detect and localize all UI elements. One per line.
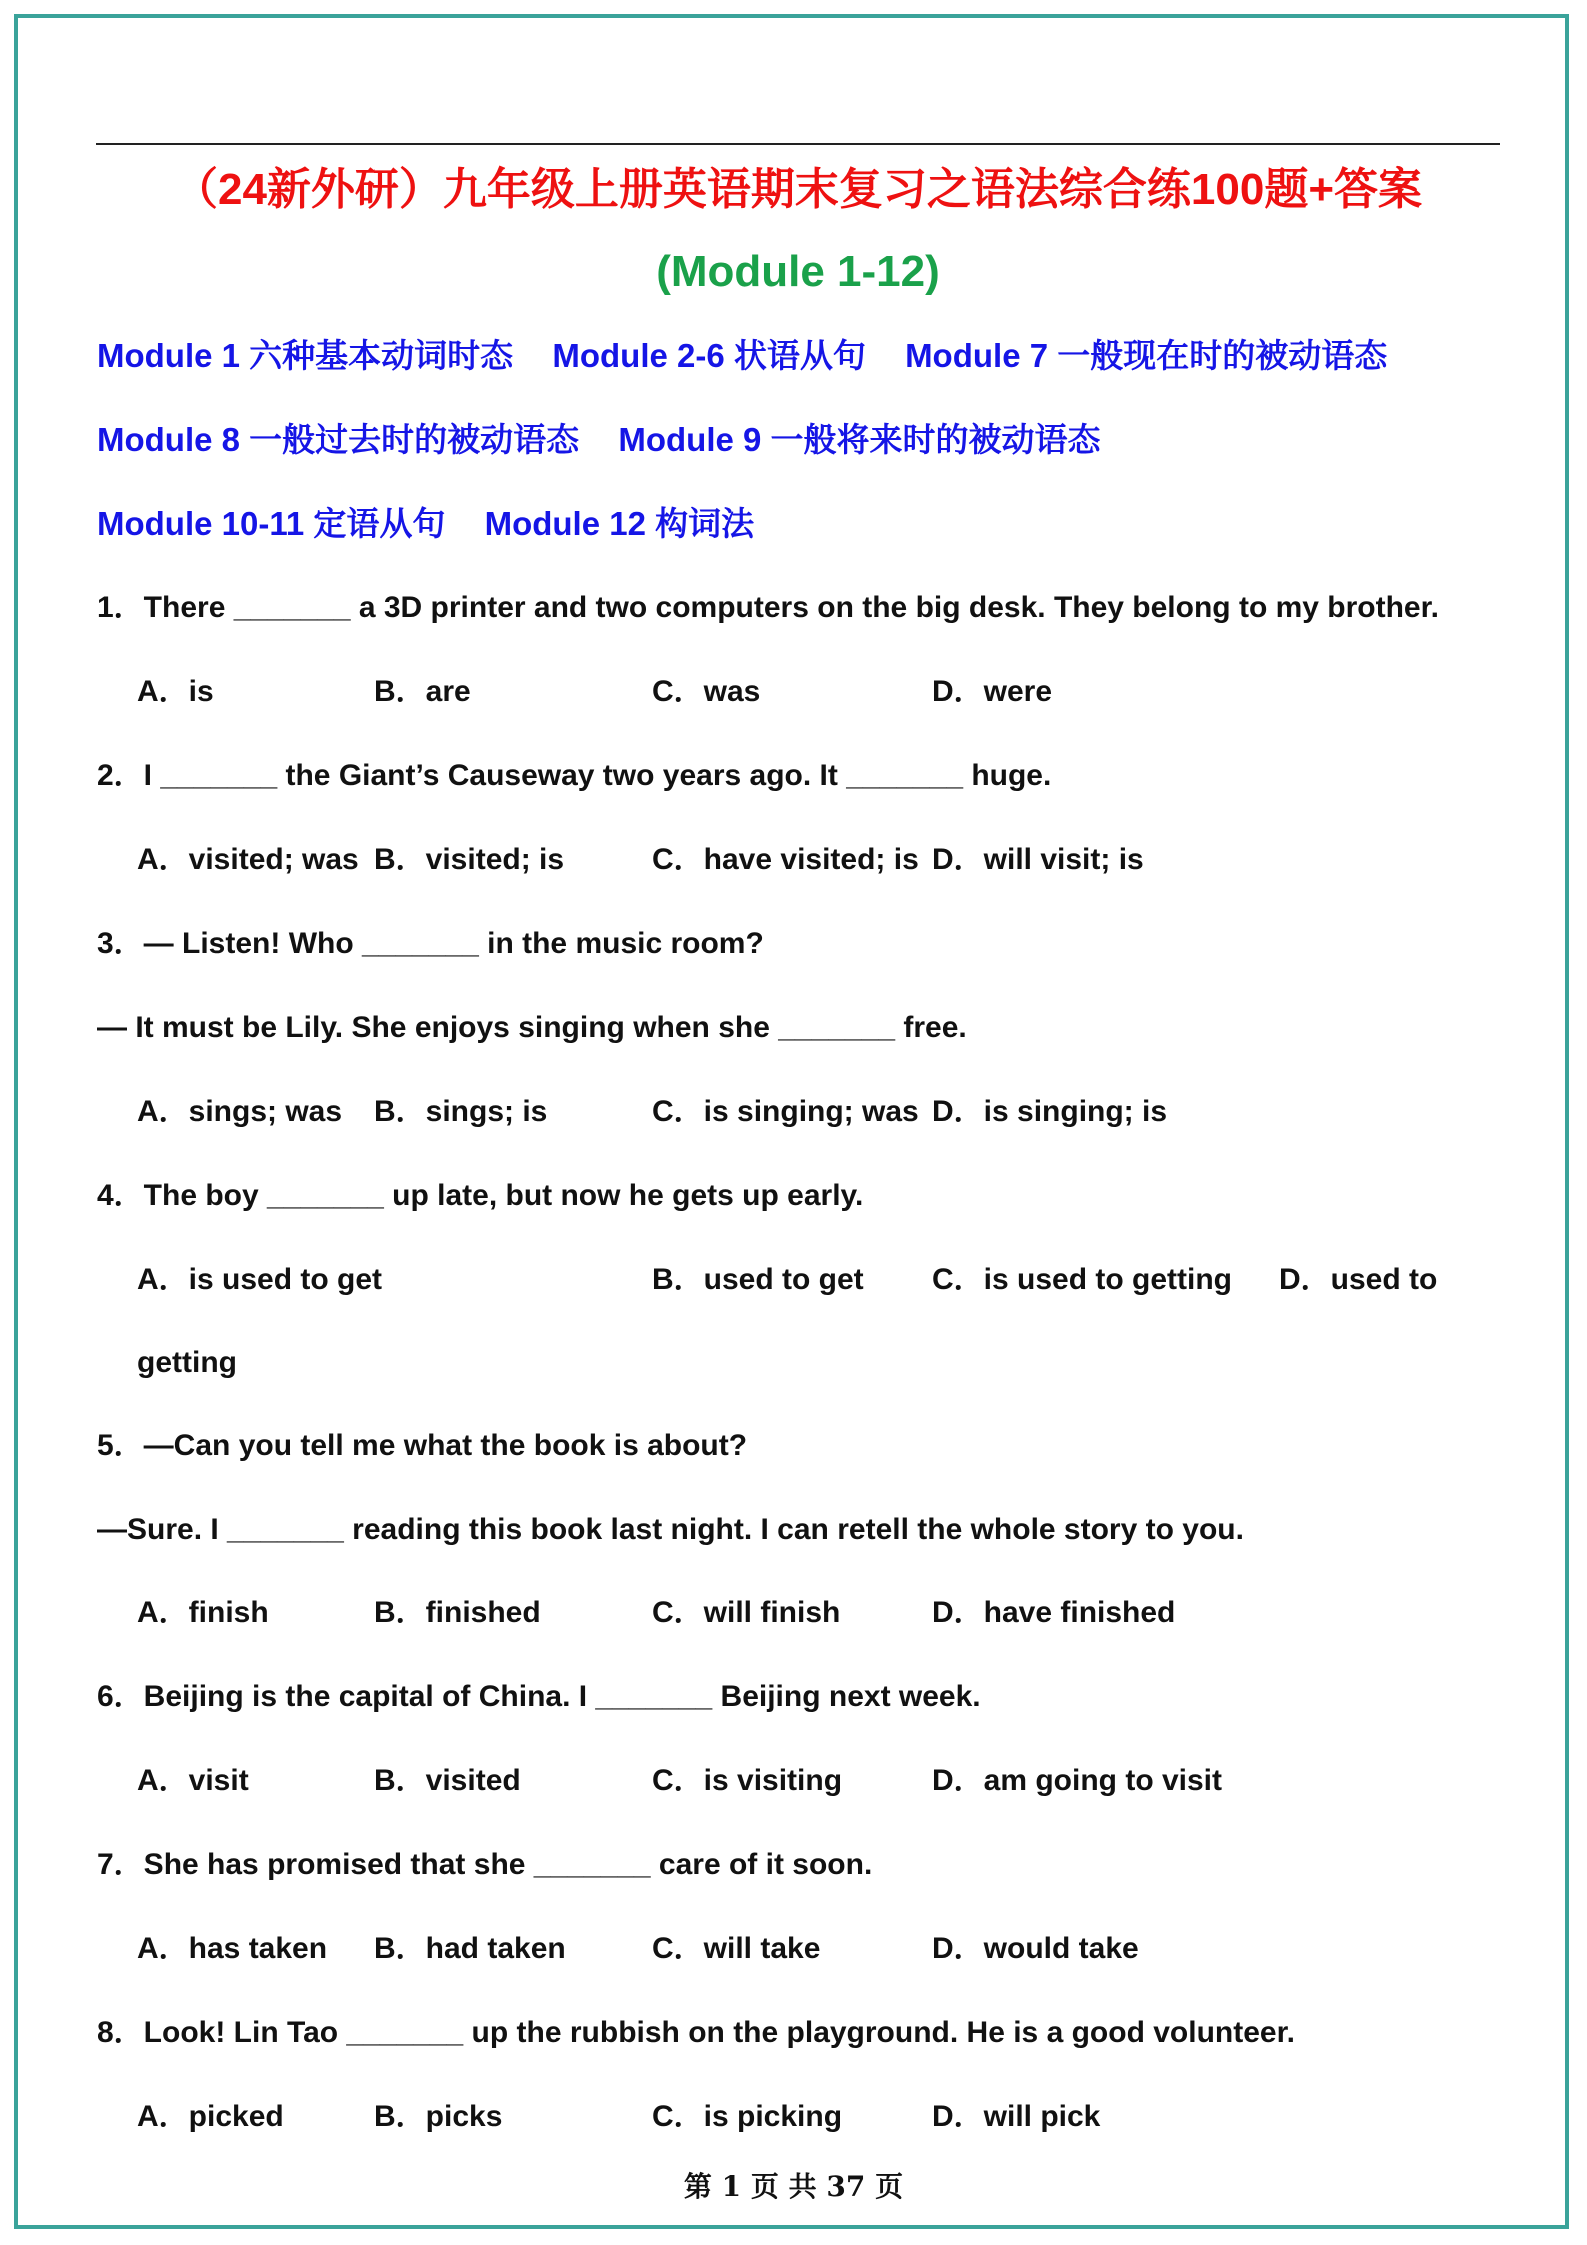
question-1-option-a: A．is — [137, 675, 214, 708]
question-3-option-b: B．sings; is — [374, 1095, 548, 1128]
question-5-option-d: D．have finished — [932, 1596, 1176, 1629]
module-7-label: Module 7 一般现在时的被动语态 — [905, 337, 1388, 374]
question-1-stem: 1．There _______ a 3D printer and two computers on the big desk. They belong to my brother. — [97, 591, 1439, 624]
question-7-option-c: C．will take — [652, 1932, 821, 1965]
question-5-option-b: B．finished — [374, 1596, 541, 1629]
question-4-option-d: D．used to — [1279, 1263, 1438, 1296]
header-rule — [96, 143, 1500, 145]
question-6-option-a: A．visit — [137, 1764, 249, 1797]
question-1-option-c: C．was — [652, 675, 761, 708]
question-7-option-a: A．has taken — [137, 1932, 328, 1965]
question-3-option-c: C．is singing; was — [652, 1095, 919, 1128]
question-2-option-c: C．have visited; is — [652, 843, 919, 876]
document-subtitle: (Module 1-12) — [656, 247, 940, 296]
question-2-option-d: D．will visit; is — [932, 843, 1144, 876]
question-2-option-a: A．visited; was — [137, 843, 359, 876]
module-list-line-1 — [97, 334, 1417, 378]
question-8-option-b: B．picks — [374, 2100, 503, 2133]
question-3-option-d: D．is singing; is — [932, 1095, 1168, 1128]
module-12-label: Module 12 构词法 — [484, 505, 755, 542]
module-2-6-label: Module 2-6 状语从句 — [552, 337, 866, 374]
question-2-stem: 2．I _______ the Giant’s Causeway two years ago. It _______ huge. — [97, 759, 1052, 792]
question-6-option-b: B．visited — [374, 1764, 521, 1797]
module-8-label: Module 8 一般过去时的被动语态 — [97, 421, 580, 458]
question-5-option-c: C．will finish — [652, 1596, 841, 1629]
question-3-stem: 3．— Listen! Who _______ in the music room? — [97, 927, 764, 960]
question-3-option-a: A．sings; was — [137, 1095, 343, 1128]
question-1-option-b: B．are — [374, 675, 471, 708]
module-1-label: Module 1 六种基本动词时态 — [97, 337, 514, 374]
question-7-option-b: B．had taken — [374, 1932, 566, 1965]
question-4-option-a: A．is used to get — [137, 1263, 383, 1296]
question-8-option-d: D．will pick — [932, 2100, 1101, 2133]
question-7-stem: 7．She has promised that she _______ care of it soon. — [97, 1848, 873, 1881]
module-list-line-3 — [97, 502, 784, 546]
question-7-option-d: D．would take — [932, 1932, 1139, 1965]
question-4-option-c: C．is used to getting — [932, 1263, 1232, 1296]
question-5-stem: 5．—Can you tell me what the book is about? — [97, 1429, 748, 1462]
question-8-option-a: A．picked — [137, 2100, 284, 2133]
question-2-option-b: B．visited; is — [374, 843, 565, 876]
question-4-option-b: B．used to get — [652, 1263, 864, 1296]
question-8-option-c: C．is picking — [652, 2100, 843, 2133]
question-5-stem-reply: —Sure. I _______ reading this book last night. I can retell the whole story to you. — [97, 1513, 1244, 1546]
question-8-stem: 8．Look! Lin Tao _______ up the rubbish on the playground. He is a good volunteer. — [97, 2016, 1295, 2049]
page-number-footer: 第 1 页 共 37 页 — [683, 2170, 904, 2203]
module-list-line-2 — [97, 418, 1131, 462]
module-10-11-label: Module 10-11 定语从句 — [97, 505, 446, 542]
question-3-stem-reply: — It must be Lily. She enjoys singing when she _______ free. — [97, 1011, 967, 1044]
question-6-option-c: C．is visiting — [652, 1764, 843, 1797]
question-6-stem: 6．Beijing is the capital of China. I _______ Beijing next week. — [97, 1680, 981, 1713]
question-5-option-a: A．finish — [137, 1596, 269, 1629]
document-title: （24新外研）九年级上册英语期末复习之语法综合练100题+答案 — [173, 165, 1423, 214]
module-9-label: Module 9 一般将来时的被动语态 — [618, 421, 1101, 458]
question-4-stem: 4．The boy _______ up late, but now he gets up early. — [97, 1179, 864, 1212]
question-4-option-d-continued: getting — [137, 1346, 237, 1379]
question-1-option-d: D．were — [932, 675, 1053, 708]
question-6-option-d: D．am going to visit — [932, 1764, 1223, 1797]
